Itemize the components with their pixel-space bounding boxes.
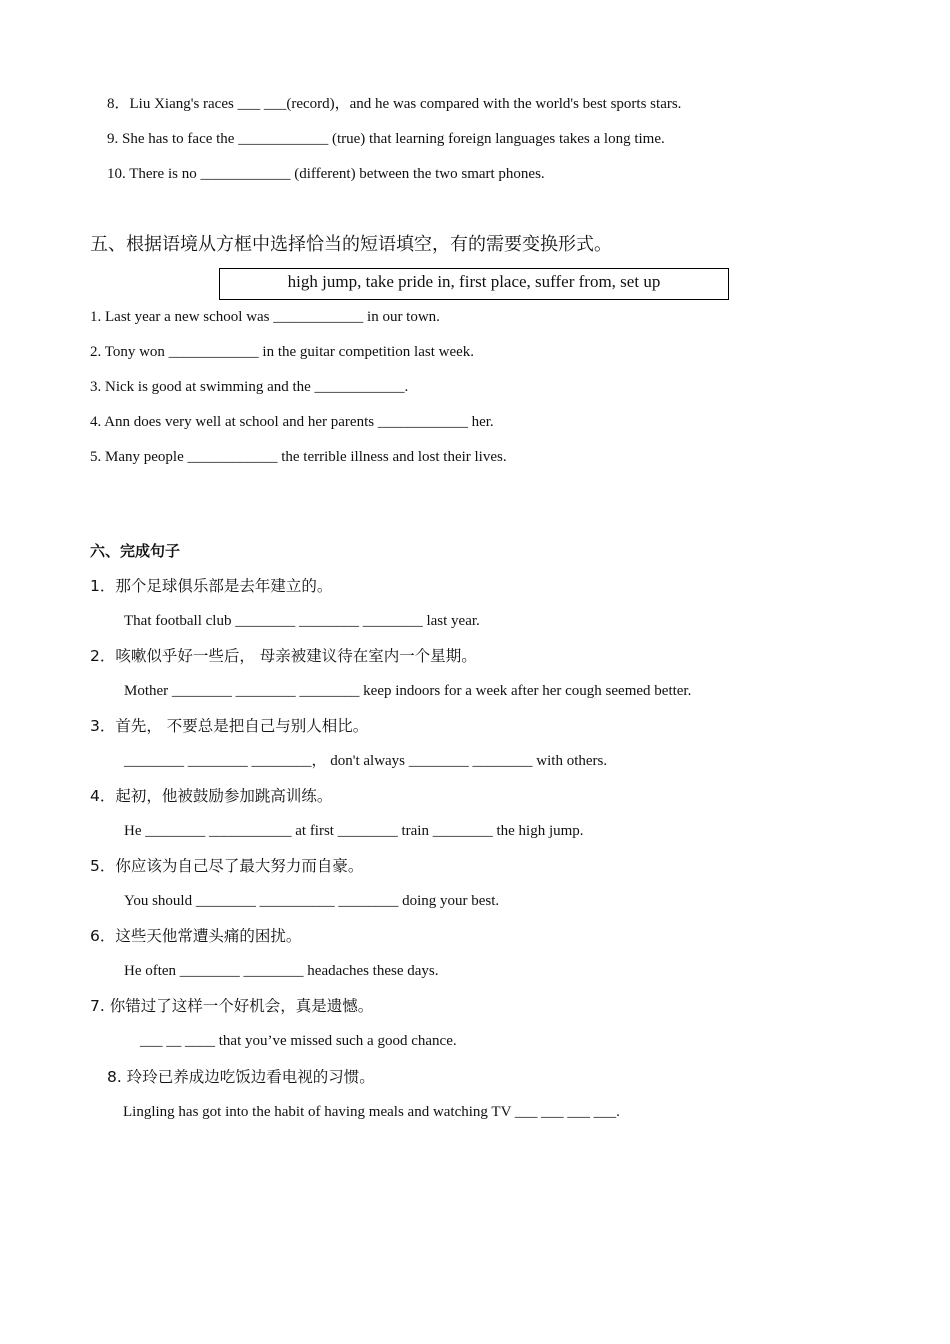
- s4-item-8: 8．Liu Xiang's races ___ ___(record)，and he was compared with the world's best sports stars.: [107, 96, 682, 112]
- s6-item-8-zh: 8. 玲玲已养成边吃饭边看电视的习惯。: [107, 1068, 375, 1086]
- s6-item-5-en: You should ________ __________ ________ doing your best.: [124, 893, 500, 909]
- phrase-word-box: high jump, take pride in, first place, suffer from, set up: [219, 268, 729, 300]
- section5-heading: 五、根据语境从方框中选择恰当的短语填空，有的需要变换形式。: [90, 234, 612, 255]
- s4-item-10: 10. There is no ____________ (different) between the two smart phones.: [107, 166, 545, 182]
- s6-item-6-zh: 6．这些天他常遭头痛的困扰。: [90, 927, 302, 945]
- s5-item-3: 3. Nick is good at swimming and the ____________.: [90, 379, 409, 395]
- s6-item-6-en: He often ________ ________ headaches these days.: [124, 963, 439, 979]
- s6-item-7-en: ___ __ ____ that you’ve missed such a good chance.: [140, 1033, 457, 1049]
- s5-item-5: 5. Many people ____________ the terrible illness and lost their lives.: [90, 449, 507, 465]
- s6-item-5-zh: 5．你应该为自己尽了最大努力而自豪。: [90, 857, 364, 875]
- s6-item-8-en: Lingling has got into the habit of having meals and watching TV ___ ___ ___ ___.: [123, 1104, 620, 1120]
- s6-item-1-zh: 1．那个足球俱乐部是去年建立的。: [90, 577, 333, 595]
- s6-item-3-en: ________ ________ ________， don't always ________ ________ with others.: [124, 753, 608, 769]
- section6-heading: 六、完成句子: [90, 542, 181, 560]
- s5-item-4: 4. Ann does very well at school and her parents ____________ her.: [90, 414, 494, 430]
- s6-item-2-en: Mother ________ ________ ________ keep indoors for a week after her cough seemed better.: [124, 683, 692, 699]
- s6-item-4-en: He ________ ___________ at first ________ train ________ the high jump.: [124, 823, 584, 839]
- s4-item-9: 9. She has to face the ____________ (true) that learning foreign languages takes a long time.: [107, 131, 665, 147]
- s6-item-2-zh: 2．咳嗽似乎好一些后， 母亲被建议待在室内一个星期。: [90, 647, 477, 665]
- s6-item-1-en: That football club ________ ________ ________ last year.: [124, 613, 480, 629]
- s6-item-3-zh: 3．首先， 不要总是把自己与别人相比。: [90, 717, 369, 735]
- s6-item-4-zh: 4．起初，他被鼓励参加跳高训练。: [90, 787, 333, 805]
- s6-item-7-zh: 7. 你错过了这样一个好机会，真是遗憾。: [90, 997, 374, 1015]
- s5-item-1: 1. Last year a new school was ____________ in our town.: [90, 309, 440, 325]
- s5-item-2: 2. Tony won ____________ in the guitar competition last week.: [90, 344, 475, 360]
